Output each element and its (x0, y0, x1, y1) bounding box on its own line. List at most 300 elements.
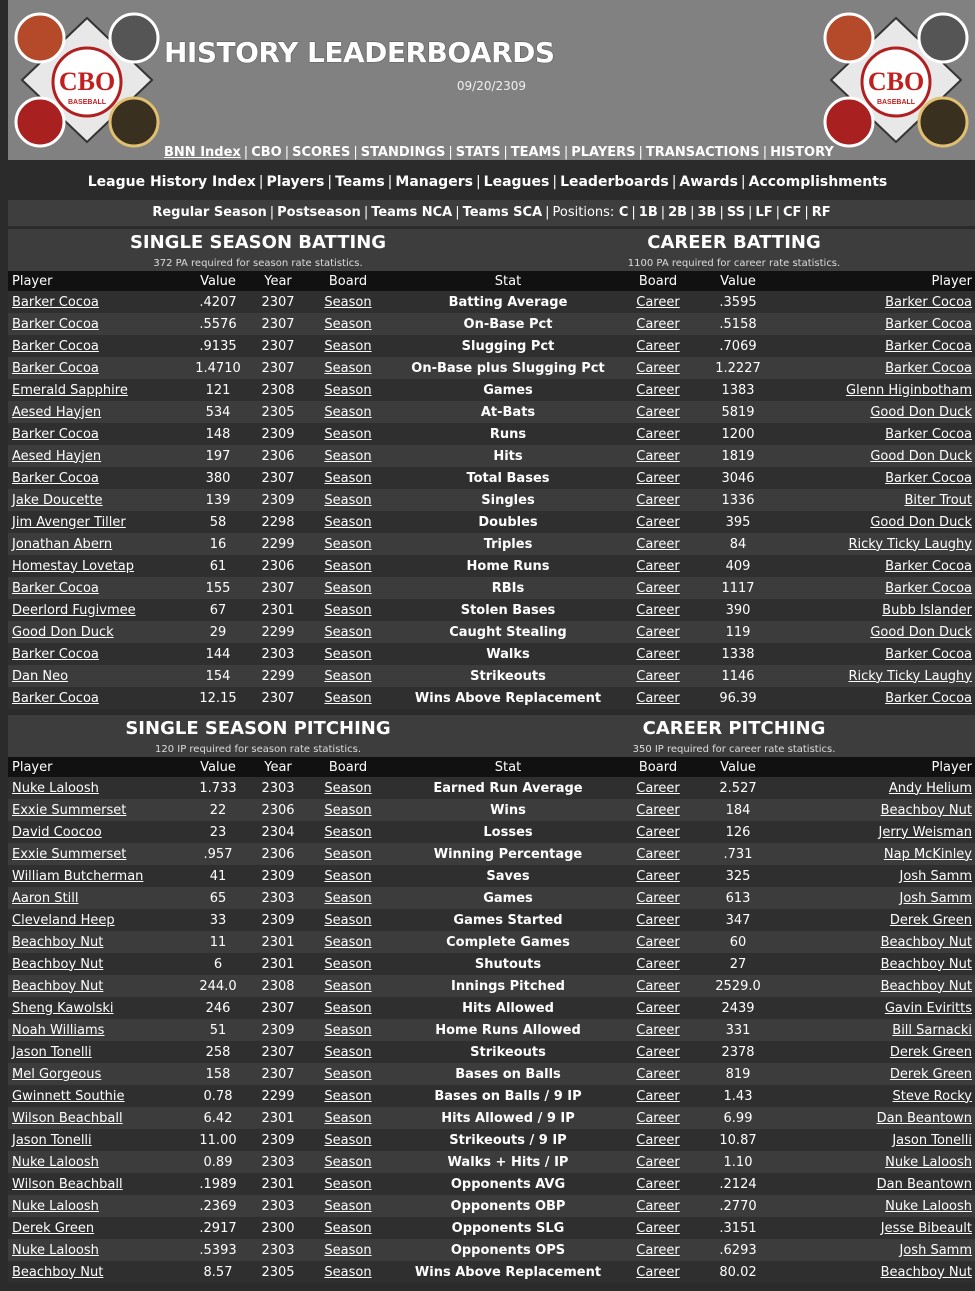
nav-bnn-index[interactable]: BNN Index (164, 145, 241, 160)
nav-position-cf[interactable]: CF (782, 205, 802, 220)
career-board-link[interactable]: Career (636, 1044, 680, 1060)
season-board-link[interactable]: Season (324, 580, 372, 596)
stat-label: Complete Games (388, 931, 628, 953)
career-board-link[interactable]: Career (636, 1242, 680, 1258)
career-player-link[interactable]: Barker Cocoa (885, 690, 972, 706)
career-board-link[interactable]: Career (636, 824, 680, 840)
season-year: 2301 (248, 599, 308, 621)
career-player-link[interactable]: Derek Green (889, 1044, 972, 1060)
career-player-link[interactable]: Nap McKinley (883, 846, 972, 862)
season-value: 11.00 (188, 1129, 248, 1151)
season-board-link[interactable]: Season (324, 1066, 372, 1082)
season-board-link[interactable]: Season (324, 624, 372, 640)
career-player-link[interactable]: Jesse Bibeault (880, 1220, 972, 1236)
season-board-link[interactable]: Season (324, 338, 372, 354)
career-player-link[interactable]: Barker Cocoa (885, 338, 972, 354)
season-value: 61 (188, 555, 248, 577)
season-year: 2308 (248, 975, 308, 997)
season-player-link[interactable]: David Coocoo (12, 824, 102, 840)
career-player-link[interactable]: Steve Rocky (892, 1088, 972, 1104)
stat-label: Wins Above Replacement (388, 1261, 628, 1283)
career-player-link[interactable]: Barker Cocoa (885, 580, 972, 596)
season-player-link[interactable]: Wilson Beachball (12, 1110, 123, 1126)
career-player-link[interactable]: Good Don Duck (870, 624, 972, 640)
season-year: 2307 (248, 335, 308, 357)
stat-label: On-Base Pct (388, 313, 628, 335)
season-player-link[interactable]: Aaron Still (12, 890, 79, 906)
season-board-link[interactable]: Season (324, 1220, 372, 1236)
career-board-link[interactable]: Career (636, 668, 680, 684)
nav-position-ss[interactable]: SS (726, 205, 746, 220)
career-player-link[interactable]: Good Don Duck (870, 514, 972, 530)
season-player-link[interactable]: Nuke Laloosh (12, 1154, 99, 1170)
career-player-link[interactable]: Beachboy Nut (880, 956, 972, 972)
season-player-link[interactable]: Cleveland Heep (12, 912, 115, 928)
season-board-link[interactable]: Season (324, 646, 372, 662)
nav-position-c[interactable]: C (618, 205, 629, 220)
season-player-link[interactable]: Derek Green (12, 1220, 95, 1236)
table-row (8, 599, 975, 621)
season-player-cell (8, 643, 188, 665)
season-player-link[interactable]: Nuke Laloosh (12, 1198, 99, 1214)
career-player-link[interactable]: Nuke Laloosh (885, 1154, 972, 1170)
season-year: 2309 (248, 423, 308, 445)
season-board-cell (308, 997, 388, 1019)
season-player-link[interactable]: Noah Williams (12, 1022, 105, 1038)
season-player-link[interactable]: Deerlord Fugivmee (12, 602, 136, 618)
career-player-link[interactable]: Barker Cocoa (885, 646, 972, 662)
nav-postseason[interactable]: Postseason (277, 205, 361, 220)
season-year: 2309 (248, 909, 308, 931)
career-player-link[interactable]: Glenn Higinbotham (846, 382, 972, 398)
season-player-link[interactable]: Gwinnett Southie (12, 1088, 125, 1104)
season-year: 2301 (248, 931, 308, 953)
season-year: 2307 (248, 313, 308, 335)
season-player-link[interactable]: Jason Tonelli (12, 1132, 92, 1148)
nav-teams-sca[interactable]: Teams SCA (462, 205, 543, 220)
stat-label: Bases on Balls (388, 1063, 628, 1085)
nav-history-players[interactable]: Players (266, 174, 325, 190)
career-value: 1336 (688, 489, 788, 511)
career-player-link[interactable]: Derek Green (889, 912, 972, 928)
stat-label: Walks (388, 643, 628, 665)
season-board-link[interactable]: Season (324, 1176, 372, 1192)
season-board-link[interactable]: Season (324, 868, 372, 884)
career-board-link[interactable]: Career (636, 448, 680, 464)
career-player-link[interactable]: Beachboy Nut (880, 802, 972, 818)
season-player-link[interactable]: Jim Avenger Tiller (12, 514, 126, 530)
season-player-link[interactable]: Barker Cocoa (12, 338, 99, 354)
season-player-link[interactable]: Nuke Laloosh (12, 780, 99, 796)
career-board-link[interactable]: Career (636, 868, 680, 884)
career-player-cell (788, 1063, 975, 1085)
season-player-link[interactable]: Barker Cocoa (12, 470, 99, 486)
career-board-cell (628, 379, 688, 401)
season-board-cell (308, 423, 388, 445)
season-board-link[interactable]: Season (324, 1154, 372, 1170)
table-row (8, 1041, 975, 1063)
season-player-link[interactable]: Beachboy Nut (12, 978, 104, 994)
leaderboard-filter-navigation: Regular Season | Postseason | Teams NCA | Teams SCA | Positions: C | 1B | 2B | 3B | SS | LF | CF | RF (8, 200, 975, 226)
career-player-cell (788, 1019, 975, 1041)
season-value: .957 (188, 843, 248, 865)
season-player-cell (8, 357, 188, 379)
career-board-cell (628, 555, 688, 577)
career-player-link[interactable]: Josh Samm (899, 868, 972, 884)
season-board-link[interactable]: Season (324, 426, 372, 442)
season-value: .9135 (188, 335, 248, 357)
season-board-cell (308, 799, 388, 821)
stat-label: Strikeouts (388, 665, 628, 687)
stat-label: Opponents OPS (388, 1239, 628, 1261)
career-player-link[interactable]: Jason Tonelli (892, 1132, 972, 1148)
nav-transactions[interactable]: TRANSACTIONS (645, 145, 760, 160)
career-player-link[interactable]: Good Don Duck (870, 448, 972, 464)
nav-position-3b[interactable]: 3B (697, 205, 717, 220)
season-board-link[interactable]: Season (324, 492, 372, 508)
season-value: .2917 (188, 1217, 248, 1239)
career-player-link[interactable]: Beachboy Nut (880, 934, 972, 950)
season-value: 41 (188, 865, 248, 887)
season-player-cell (8, 1041, 188, 1063)
season-board-link[interactable]: Season (324, 1264, 372, 1280)
season-board-link[interactable]: Season (324, 470, 372, 486)
career-board-link[interactable]: Career (636, 338, 680, 354)
table-row (8, 1019, 975, 1041)
season-board-cell (308, 1129, 388, 1151)
career-player-link[interactable]: Ricky Ticky Laughy (848, 536, 972, 552)
career-player-cell (788, 1173, 975, 1195)
career-player-link[interactable]: Andy Helium (888, 780, 972, 796)
career-value: 1.2227 (688, 357, 788, 379)
career-player-link[interactable]: Barker Cocoa (885, 426, 972, 442)
career-board-link[interactable]: Career (636, 956, 680, 972)
season-player-link[interactable]: Emerald Sapphire (12, 382, 128, 398)
career-value: 409 (688, 555, 788, 577)
career-board-link[interactable]: Career (636, 646, 680, 662)
season-value: 22 (188, 799, 248, 821)
season-year: 2303 (248, 777, 308, 799)
season-board-link[interactable]: Season (324, 1000, 372, 1016)
season-board-link[interactable]: Season (324, 1044, 372, 1060)
career-board-link[interactable]: Career (636, 404, 680, 420)
season-value: 16 (188, 533, 248, 555)
season-player-cell (8, 1129, 188, 1151)
season-player-link[interactable]: Beachboy Nut (12, 934, 104, 950)
career-board-link[interactable]: Career (636, 780, 680, 796)
season-player-link[interactable]: Barker Cocoa (12, 426, 99, 442)
career-board-link[interactable]: Career (636, 624, 680, 640)
season-year: 2306 (248, 799, 308, 821)
career-board-link[interactable]: Career (636, 470, 680, 486)
career-player-link[interactable]: Barker Cocoa (885, 316, 972, 332)
nav-teams-nca[interactable]: Teams NCA (371, 205, 453, 220)
season-board-link[interactable]: Season (324, 294, 372, 310)
career-board-link[interactable]: Career (636, 890, 680, 906)
season-value: 6 (188, 953, 248, 975)
career-player-link[interactable]: Beachboy Nut (880, 978, 972, 994)
season-board-cell (308, 291, 388, 313)
career-value: 84 (688, 533, 788, 555)
career-board-link[interactable]: Career (636, 580, 680, 596)
nav-history-teams[interactable]: Teams (335, 174, 385, 190)
career-board-link[interactable]: Career (636, 934, 680, 950)
career-board-cell (628, 909, 688, 931)
season-board-cell (308, 1239, 388, 1261)
stat-label: Stolen Bases (388, 599, 628, 621)
career-player-link[interactable]: Jerry Weisman (878, 824, 972, 840)
season-board-link[interactable]: Season (324, 890, 372, 906)
season-year: 2307 (248, 687, 308, 709)
career-player-cell (788, 467, 975, 489)
table-row (8, 821, 975, 843)
stat-label: Singles (388, 489, 628, 511)
season-player-cell (8, 953, 188, 975)
stat-label: Opponents SLG (388, 1217, 628, 1239)
career-player-link[interactable]: Barker Cocoa (885, 470, 972, 486)
season-board-link[interactable]: Season (324, 668, 372, 684)
season-year: 2303 (248, 1195, 308, 1217)
career-board-link[interactable]: Career (636, 426, 680, 442)
pitching-header-season-player: Player (8, 757, 188, 777)
season-player-link[interactable]: Barker Cocoa (12, 580, 99, 596)
career-player-link[interactable]: Good Don Duck (870, 404, 972, 420)
season-board-link[interactable]: Season (324, 536, 372, 552)
season-player-link[interactable]: William Butcherman (12, 868, 144, 884)
career-player-link[interactable]: Dan Beantown (876, 1176, 972, 1192)
career-player-link[interactable]: Bubb Islander (882, 602, 972, 618)
season-year: 2301 (248, 953, 308, 975)
season-player-cell (8, 975, 188, 997)
season-player-link[interactable]: Nuke Laloosh (12, 1242, 99, 1258)
career-player-cell (788, 511, 975, 533)
nav-history-accomplishments[interactable]: Accomplishments (748, 174, 888, 190)
nav-cbo[interactable]: CBO (251, 145, 282, 160)
career-board-link[interactable]: Career (636, 978, 680, 994)
single-season-pitching-title: SINGLE SEASON PITCHING (125, 718, 391, 739)
career-board-link[interactable]: Career (636, 1110, 680, 1126)
career-player-link[interactable]: Biter Trout (904, 492, 972, 508)
season-year: 2300 (248, 1217, 308, 1239)
career-player-link[interactable]: Gavin Eviritts (884, 1000, 972, 1016)
career-board-link[interactable]: Career (636, 1066, 680, 1082)
season-board-link[interactable]: Season (324, 1022, 372, 1038)
career-player-cell (788, 489, 975, 511)
season-player-link[interactable]: Beachboy Nut (12, 1264, 104, 1280)
career-board-link[interactable]: Career (636, 802, 680, 818)
career-player-link[interactable]: Nuke Laloosh (885, 1198, 972, 1214)
nav-history-leaderboards[interactable]: Leaderboards (560, 174, 669, 190)
career-player-link[interactable]: Barker Cocoa (885, 294, 972, 310)
career-player-link[interactable]: Ricky Ticky Laughy (848, 668, 972, 684)
career-player-cell (788, 599, 975, 621)
career-board-link[interactable]: Career (636, 1132, 680, 1148)
career-board-link[interactable]: Career (636, 316, 680, 332)
career-board-link[interactable]: Career (636, 1154, 680, 1170)
career-board-link[interactable]: Career (636, 558, 680, 574)
nav-teams[interactable]: TEAMS (510, 145, 561, 160)
career-player-link[interactable]: Josh Samm (899, 1242, 972, 1258)
nav-position-1b[interactable]: 1B (638, 205, 658, 220)
career-board-link[interactable]: Career (636, 690, 680, 706)
season-board-link[interactable]: Season (324, 1198, 372, 1214)
nav-history[interactable]: HISTORY (770, 145, 834, 160)
batting-header-season-year: Year (248, 271, 308, 291)
career-board-link[interactable]: Career (636, 1198, 680, 1214)
nav-position-rf[interactable]: RF (811, 205, 831, 220)
season-year: 2299 (248, 621, 308, 643)
season-board-link[interactable]: Season (324, 978, 372, 994)
season-board-link[interactable]: Season (324, 802, 372, 818)
nav-position-lf[interactable]: LF (755, 205, 773, 220)
table-row (8, 975, 975, 997)
table-row (8, 931, 975, 953)
season-player-link[interactable]: Good Don Duck (12, 624, 114, 640)
nav-regular-season[interactable]: Regular Season (152, 205, 267, 220)
svg-text:BASEBALL: BASEBALL (876, 99, 916, 106)
season-player-link[interactable]: Homestay Lovetap (12, 558, 135, 574)
career-board-cell (628, 401, 688, 423)
pitching-section-header (8, 715, 975, 757)
single-season-batting-title: SINGLE SEASON BATTING (129, 232, 387, 253)
career-player-link[interactable]: Josh Samm (899, 890, 972, 906)
season-board-link[interactable]: Season (324, 956, 372, 972)
nav-scores[interactable]: SCORES (292, 145, 351, 160)
season-value: 258 (188, 1041, 248, 1063)
career-player-link[interactable]: Barker Cocoa (885, 360, 972, 376)
season-player-cell (8, 1107, 188, 1129)
season-board-link[interactable]: Season (324, 1132, 372, 1148)
season-board-cell (308, 511, 388, 533)
career-board-link[interactable]: Career (636, 382, 680, 398)
table-row (8, 1151, 975, 1173)
season-player-link[interactable]: Barker Cocoa (12, 360, 99, 376)
season-value: 8.57 (188, 1261, 248, 1283)
career-board-link[interactable]: Career (636, 1220, 680, 1236)
career-value: 96.39 (688, 687, 788, 709)
career-board-link[interactable]: Career (636, 1000, 680, 1016)
table-row (8, 843, 975, 865)
nav-stats[interactable]: STATS (455, 145, 501, 160)
season-board-link[interactable]: Season (324, 382, 372, 398)
career-board-link[interactable]: Career (636, 846, 680, 862)
season-player-link[interactable]: Mel Gorgeous (12, 1066, 102, 1082)
season-board-link[interactable]: Season (324, 1242, 372, 1258)
season-board-link[interactable]: Season (324, 514, 372, 530)
pitching-header-stat: Stat (388, 757, 628, 777)
season-player-cell (8, 1019, 188, 1041)
season-board-link[interactable]: Season (324, 558, 372, 574)
season-player-cell (8, 865, 188, 887)
career-board-cell (628, 577, 688, 599)
season-board-link[interactable]: Season (324, 846, 372, 862)
career-player-link[interactable]: Beachboy Nut (880, 1264, 972, 1280)
season-player-cell (8, 621, 188, 643)
career-player-link[interactable]: Dan Beantown (876, 1110, 972, 1126)
career-player-cell (788, 1085, 975, 1107)
career-board-link[interactable]: Career (636, 1264, 680, 1280)
career-board-link[interactable]: Career (636, 602, 680, 618)
season-year: 2305 (248, 401, 308, 423)
career-board-cell (628, 533, 688, 555)
season-board-link[interactable]: Season (324, 404, 372, 420)
career-value: 325 (688, 865, 788, 887)
nav-history-awards[interactable]: Awards (679, 174, 738, 190)
season-player-link[interactable]: Barker Cocoa (12, 294, 99, 310)
career-board-cell (628, 1151, 688, 1173)
nav-standings[interactable]: STANDINGS (360, 145, 446, 160)
season-player-link[interactable]: Jake Doucette (12, 492, 103, 508)
season-player-link[interactable]: Sheng Kawolski (12, 1000, 114, 1016)
stat-label: Strikeouts (388, 1041, 628, 1063)
nav-league-history-index[interactable]: League History Index (87, 174, 256, 190)
season-board-cell (308, 489, 388, 511)
career-player-link[interactable]: Derek Green (889, 1066, 972, 1082)
career-player-link[interactable]: Bill Sarnacki (892, 1022, 972, 1038)
season-player-link[interactable]: Exxie Summerset (12, 846, 127, 862)
season-year: 2305 (248, 1261, 308, 1283)
season-board-link[interactable]: Season (324, 824, 372, 840)
career-board-link[interactable]: Career (636, 1088, 680, 1104)
season-board-link[interactable]: Season (324, 780, 372, 796)
season-player-link[interactable]: Wilson Beachball (12, 1176, 123, 1192)
career-board-link[interactable]: Career (636, 294, 680, 310)
season-board-cell (308, 953, 388, 975)
season-board-link[interactable]: Season (324, 934, 372, 950)
career-board-link[interactable]: Career (636, 514, 680, 530)
career-board-link[interactable]: Career (636, 1022, 680, 1038)
season-player-link[interactable]: Beachboy Nut (12, 956, 104, 972)
season-player-link[interactable]: Dan Neo (12, 668, 69, 684)
career-board-cell (628, 335, 688, 357)
career-board-link[interactable]: Career (636, 536, 680, 552)
season-board-link[interactable]: Season (324, 1110, 372, 1126)
season-player-cell (8, 445, 188, 467)
career-board-link[interactable]: Career (636, 492, 680, 508)
season-board-cell (308, 1041, 388, 1063)
season-player-link[interactable]: Jason Tonelli (12, 1044, 92, 1060)
page-date: 09/20/2309 (456, 79, 527, 93)
career-board-link[interactable]: Career (636, 360, 680, 376)
nav-history-managers[interactable]: Managers (395, 174, 473, 190)
season-player-link[interactable]: Exxie Summerset (12, 802, 127, 818)
nav-players[interactable]: PLAYERS (571, 145, 636, 160)
career-board-link[interactable]: Career (636, 912, 680, 928)
season-board-link[interactable]: Season (324, 602, 372, 618)
career-board-cell (628, 489, 688, 511)
stat-label: Wins Above Replacement (388, 687, 628, 709)
season-player-link[interactable]: Jonathan Abern (12, 536, 113, 552)
nav-position-2b[interactable]: 2B (668, 205, 688, 220)
season-player-link[interactable]: Barker Cocoa (12, 646, 99, 662)
season-board-link[interactable]: Season (324, 316, 372, 332)
season-board-link[interactable]: Season (324, 912, 372, 928)
season-board-link[interactable]: Season (324, 448, 372, 464)
nav-history-leagues[interactable]: Leagues (483, 174, 550, 190)
career-player-cell (788, 887, 975, 909)
season-board-link[interactable]: Season (324, 360, 372, 376)
career-board-link[interactable]: Career (636, 1176, 680, 1192)
season-board-link[interactable]: Season (324, 1088, 372, 1104)
season-player-link[interactable]: Aesed Hayjen (12, 404, 102, 420)
season-player-cell (8, 423, 188, 445)
season-board-link[interactable]: Season (324, 690, 372, 706)
season-player-link[interactable]: Aesed Hayjen (12, 448, 102, 464)
season-board-cell (308, 909, 388, 931)
season-player-link[interactable]: Barker Cocoa (12, 316, 99, 332)
season-player-link[interactable]: Barker Cocoa (12, 690, 99, 706)
career-player-link[interactable]: Barker Cocoa (885, 558, 972, 574)
